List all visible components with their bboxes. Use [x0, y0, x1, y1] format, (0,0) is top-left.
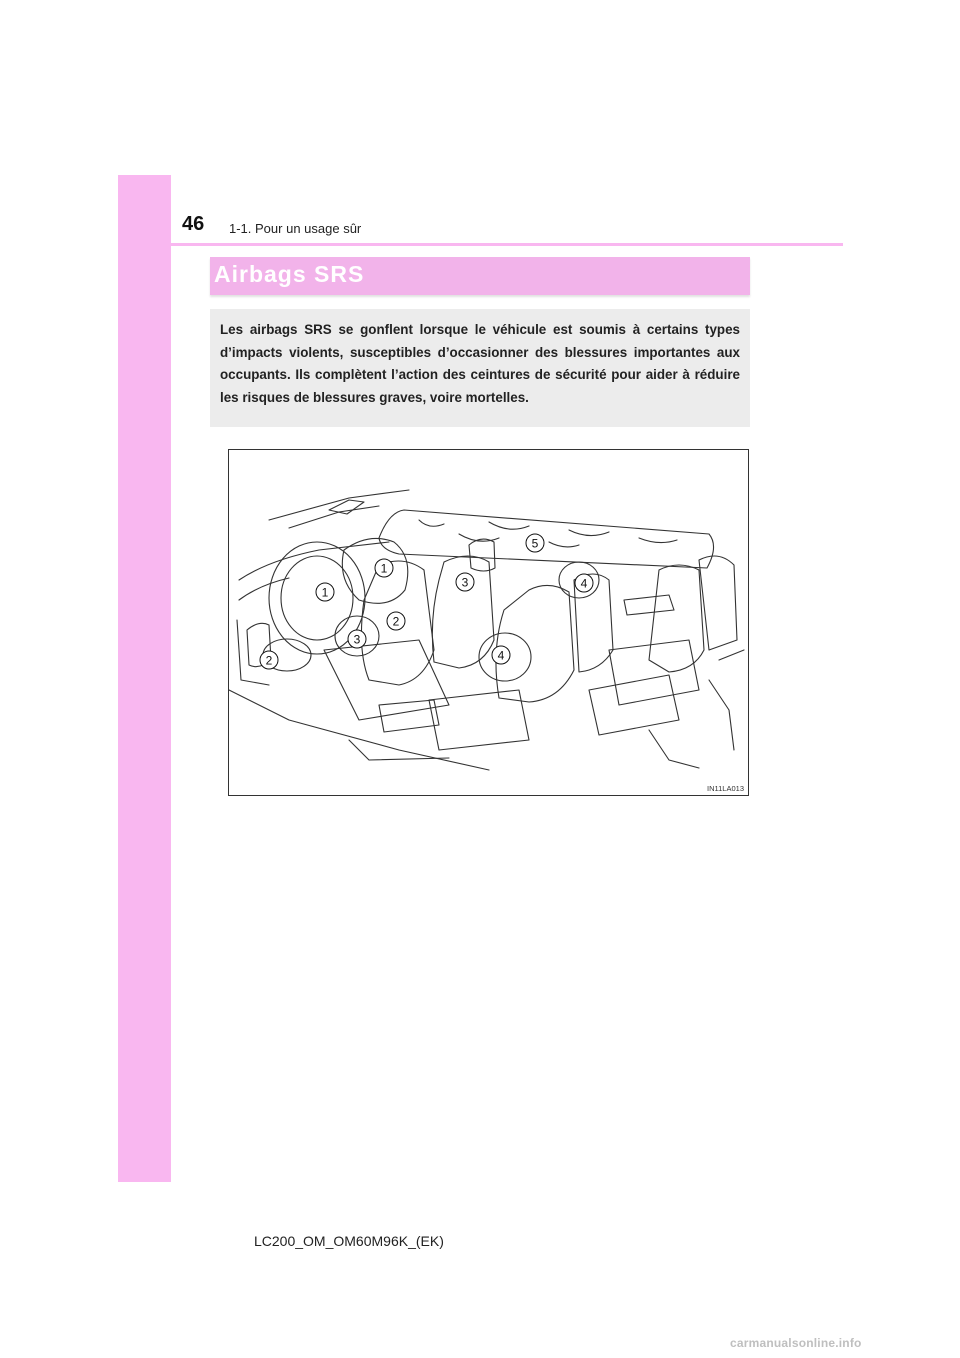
- figure-code: IN11LA013: [707, 784, 744, 793]
- second-row-seat: [496, 585, 574, 702]
- callout-3b: [348, 630, 366, 648]
- curtain-airbag: [379, 510, 714, 568]
- callout-4b: [492, 646, 510, 664]
- svg-text:2: 2: [392, 614, 400, 629]
- callout-1b: [375, 559, 393, 577]
- svg-text:1: 1: [321, 585, 329, 600]
- third-row-seat: [649, 565, 704, 672]
- watermark: carmanualsonline.info: [730, 1336, 862, 1350]
- vehicle-interior-drawing: [229, 450, 749, 796]
- section-title-bar: [210, 257, 750, 295]
- section-title: Airbags SRS: [214, 261, 365, 287]
- svg-text:4: 4: [580, 576, 588, 591]
- callout-1a: [316, 583, 334, 601]
- intro-box: [210, 309, 750, 427]
- document-code: LC200_OM_OM60M96K_(EK): [254, 1233, 444, 1249]
- callout-4a: [575, 574, 593, 592]
- svg-text:5: 5: [531, 536, 539, 551]
- intro-paragraph: Les airbags SRS se gonflent lorsque le véhicule est soumis à certains types d’impacts violents, susceptibles d’occasionner des blessures importantes aux occupants. Ils complètent l’action des ceintures de sécurité pour aider à réduire les risques de blessures graves, voire mortelles.: [220, 322, 740, 406]
- svg-text:3: 3: [461, 575, 469, 590]
- section-reference: 1-1. Pour un usage sûr: [229, 221, 362, 236]
- svg-text:2: 2: [265, 653, 273, 668]
- header-rule: [118, 243, 843, 246]
- callout-2a: [387, 612, 405, 630]
- svg-text:3: 3: [353, 632, 361, 647]
- svg-text:1: 1: [380, 561, 388, 576]
- page-number: 46: [182, 213, 205, 235]
- dashboard-outline: [239, 542, 389, 580]
- callout-3a: [456, 573, 474, 591]
- callout-markers: [260, 534, 593, 669]
- callout-5: [526, 534, 544, 552]
- chapter-side-tab: [118, 175, 171, 1182]
- svg-text:4: 4: [497, 648, 505, 663]
- airbag-illustration: [228, 449, 749, 796]
- callout-2b: [260, 651, 278, 669]
